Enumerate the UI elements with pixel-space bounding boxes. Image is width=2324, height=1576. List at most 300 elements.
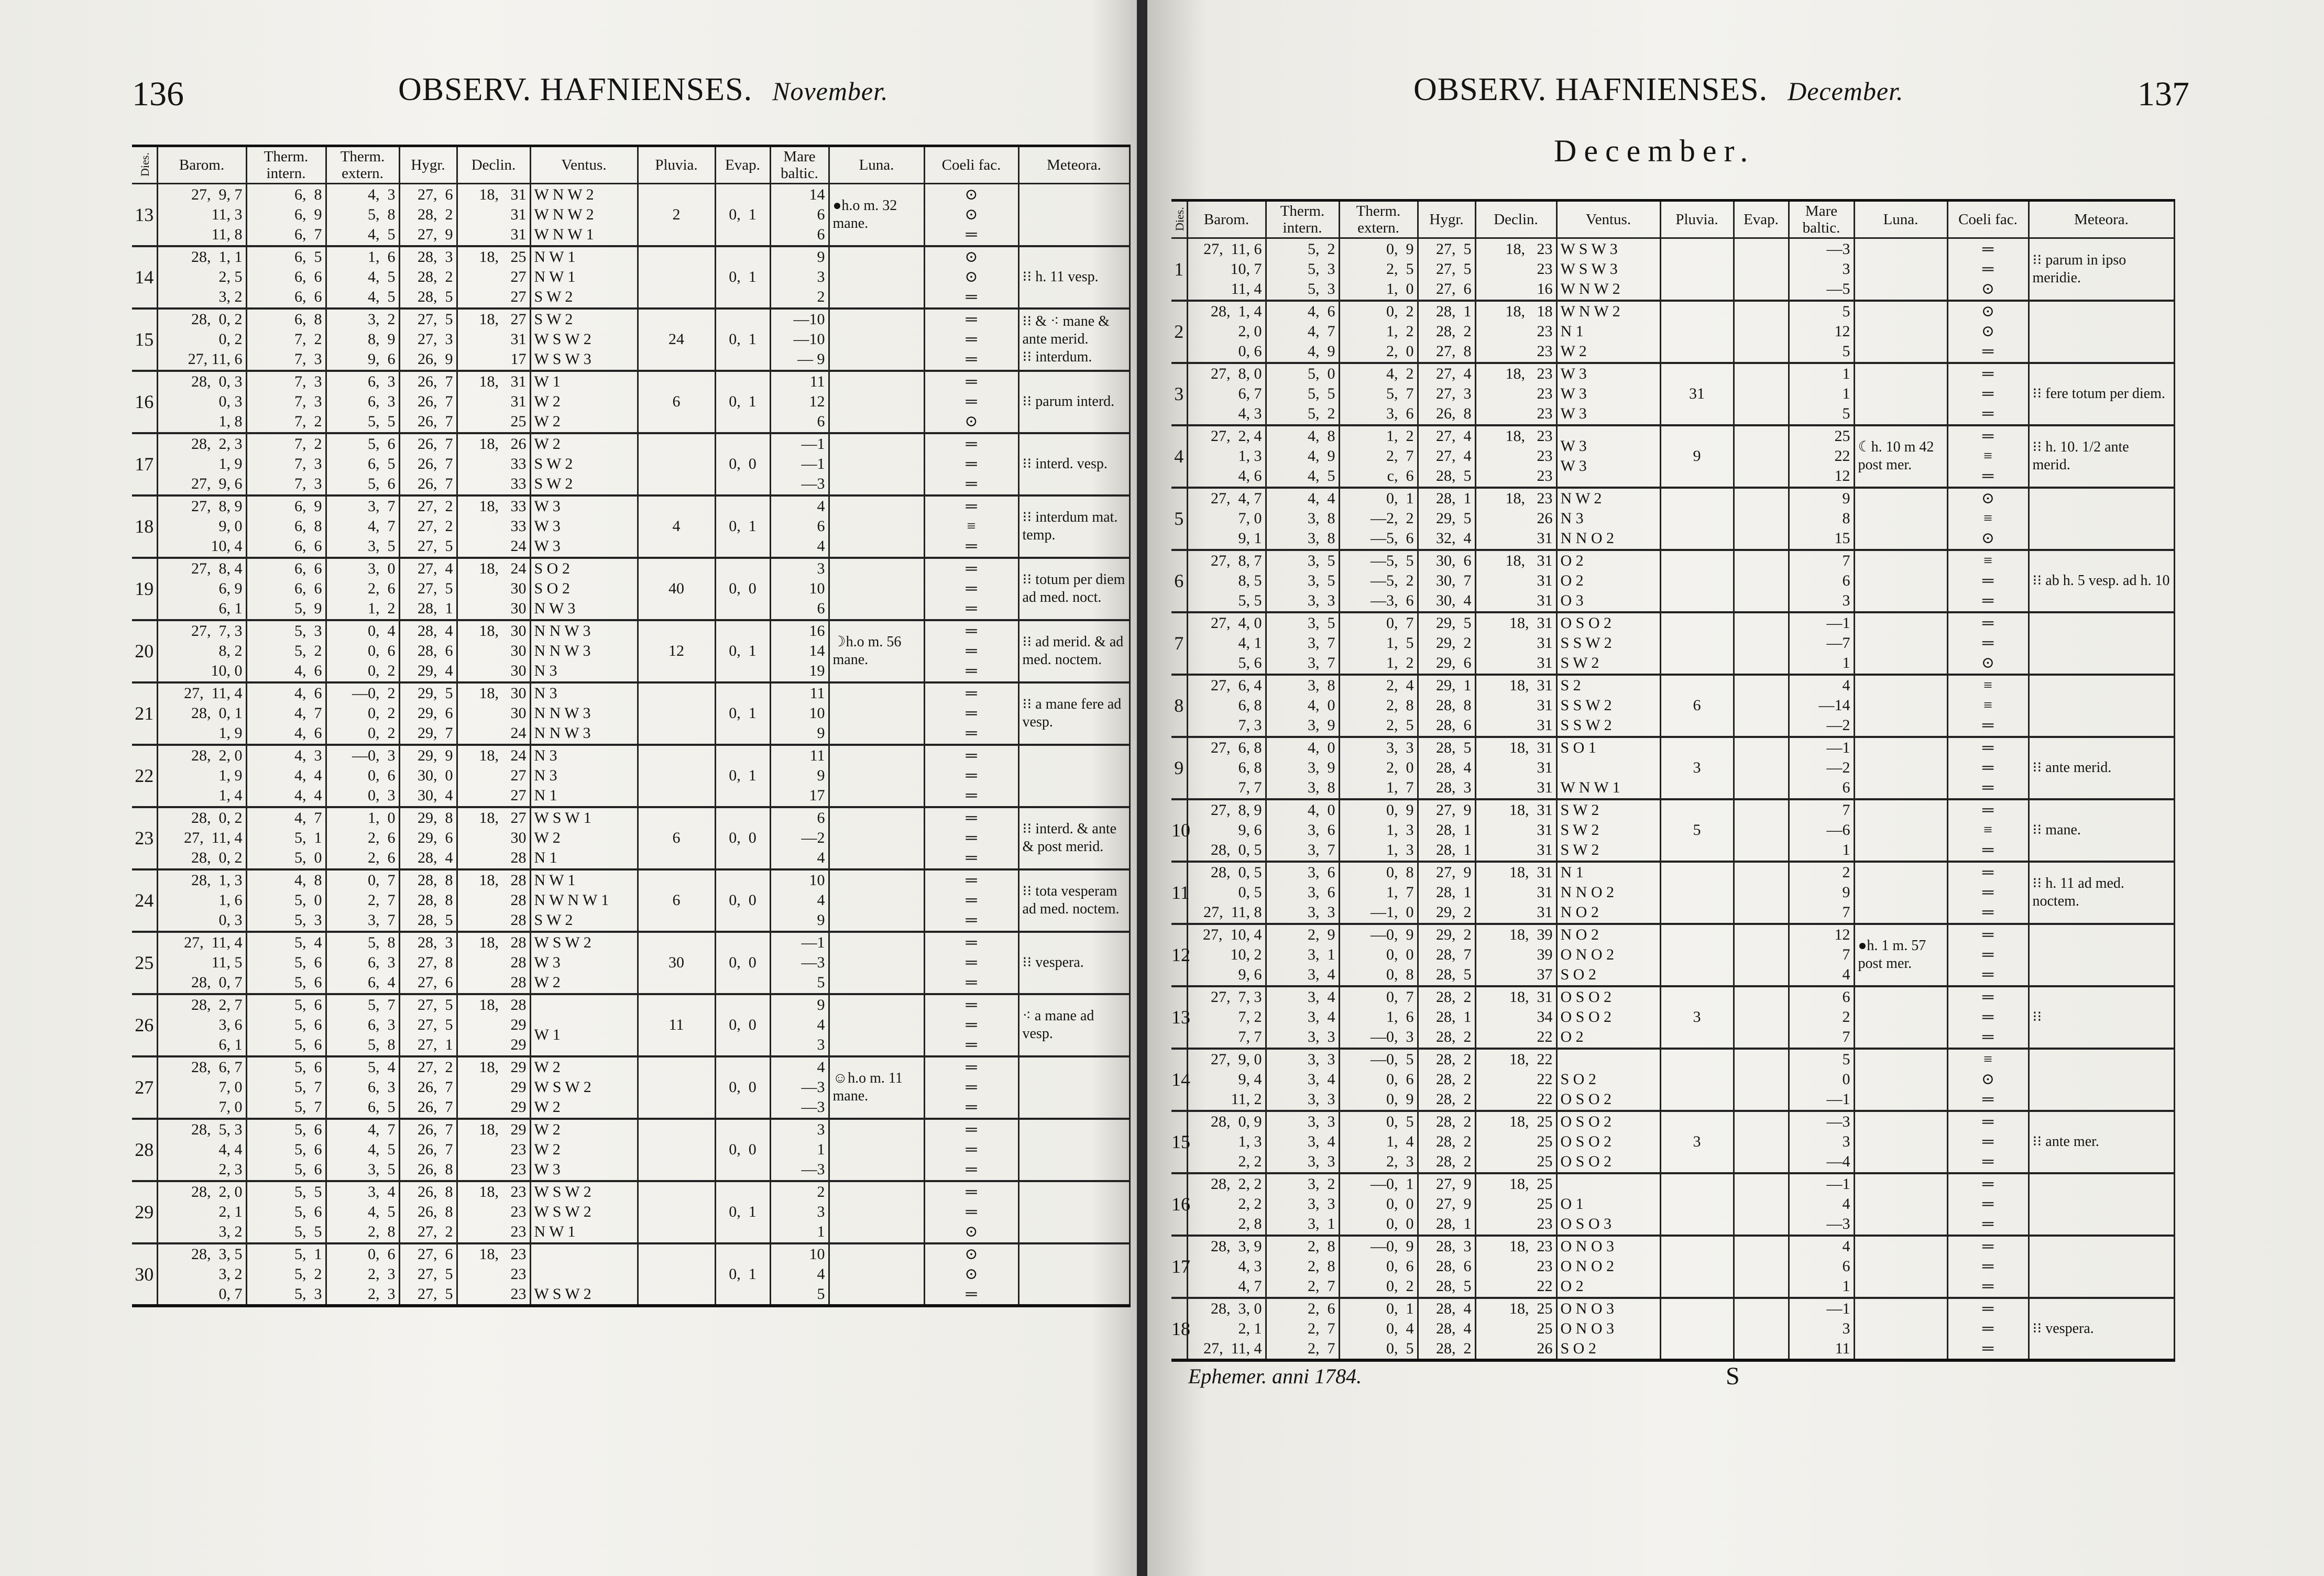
cell-barom: 28, 2, 3 1, 9 27, 9, 6 bbox=[157, 433, 246, 495]
cell-luna bbox=[829, 246, 924, 308]
cell-pluvia: 30 bbox=[638, 932, 715, 994]
cell-mare: 10 4 5 bbox=[770, 1243, 829, 1306]
cell-therm-ext: —0, 9 0, 0 0, 8 bbox=[1339, 924, 1418, 986]
cell-day: 20 bbox=[132, 620, 157, 682]
table-row bbox=[132, 1056, 1130, 1119]
cell-ventus: S O 2 S O 2 N W 3 bbox=[530, 558, 638, 620]
column-header-hygr: Hygr. bbox=[399, 146, 457, 184]
cell-coeli: ⊙ ⊙ ═ bbox=[924, 184, 1018, 246]
cell-luna bbox=[1854, 675, 1947, 737]
cell-therm-int: 7, 3 7, 3 7, 2 bbox=[246, 371, 326, 433]
cell-barom: 27, 11, 4 28, 0, 1 1, 9 bbox=[157, 682, 246, 745]
cell-declin: 18, 25 25 23 bbox=[1475, 1173, 1556, 1236]
cell-coeli: ═ ═ ═ bbox=[1947, 1111, 2029, 1173]
cell-barom: 27, 2, 4 1, 3 4, 6 bbox=[1187, 425, 1266, 488]
column-header-pluvia: Pluvia. bbox=[638, 146, 715, 184]
cell-evap: 0, 1 bbox=[715, 682, 770, 745]
cell-meteora: ⁝⁝ & ⁖ mane & ante merid. ⁝⁝ interdum. bbox=[1018, 308, 1130, 371]
cell-therm-int: 6, 8 6, 9 6, 7 bbox=[246, 184, 326, 246]
cell-ventus: O S O 2 O S O 2 O S O 2 bbox=[1556, 1111, 1660, 1173]
cell-barom: 28, 2, 2 2, 2 2, 8 bbox=[1187, 1173, 1266, 1236]
cell-mare: 25 22 12 bbox=[1789, 425, 1854, 488]
cell-coeli: ═ ═ ═ bbox=[924, 807, 1018, 869]
cell-hygr: 29, 1 28, 8 28, 6 bbox=[1418, 675, 1475, 737]
running-head bbox=[1413, 71, 1904, 108]
cell-therm-int: 4, 6 4, 7 4, 6 bbox=[246, 682, 326, 745]
cell-hygr: 27, 2 27, 2 27, 5 bbox=[399, 495, 457, 558]
cell-meteora bbox=[2029, 1236, 2174, 1298]
cell-barom: 27, 8, 4 6, 9 6, 1 bbox=[157, 558, 246, 620]
cell-meteora: ⁝⁝ fere totum per diem. bbox=[2029, 363, 2174, 425]
cell-mare: 2 3 1 bbox=[770, 1181, 829, 1243]
table-row bbox=[1171, 986, 2174, 1049]
cell-therm-ext: 3, 2 8, 9 9, 6 bbox=[326, 308, 399, 371]
cell-therm-ext: 4, 3 5, 8 4, 5 bbox=[326, 184, 399, 246]
running-head bbox=[398, 71, 889, 108]
table-row bbox=[132, 308, 1130, 371]
cell-therm-int: 6, 5 6, 6 6, 6 bbox=[246, 246, 326, 308]
cell-luna bbox=[829, 308, 924, 371]
cell-luna bbox=[829, 495, 924, 558]
cell-declin: 18, 23 26 31 bbox=[1475, 488, 1556, 550]
cell-therm-int: 3, 3 3, 4 3, 3 bbox=[1266, 1049, 1339, 1111]
cell-luna bbox=[829, 807, 924, 869]
cell-coeli: ═ ═ ═ bbox=[1947, 363, 2029, 425]
observation-table bbox=[1171, 199, 2175, 1362]
cell-declin: 18, 31 31 31 bbox=[1475, 799, 1556, 862]
cell-meteora: ⁝⁝ h. 11 ad med. noctem. bbox=[2029, 862, 2174, 924]
cell-mare: 6 —2 4 bbox=[770, 807, 829, 869]
cell-hygr: 29, 5 29, 2 29, 6 bbox=[1418, 612, 1475, 675]
cell-therm-ext: 0, 1 —2, 2 —5, 6 bbox=[1339, 488, 1418, 550]
cell-pluvia: 3 bbox=[1660, 986, 1734, 1049]
column-header-evap: Evap. bbox=[1734, 201, 1789, 238]
cell-evap: 0, 0 bbox=[715, 932, 770, 994]
cell-pluvia: 31 bbox=[1660, 363, 1734, 425]
cell-hygr: 28, 1 29, 5 32, 4 bbox=[1418, 488, 1475, 550]
column-header-therm-intern: Therm. intern. bbox=[246, 146, 326, 184]
table-row bbox=[132, 745, 1130, 807]
cell-hygr: 27, 9 28, 1 28, 1 bbox=[1418, 799, 1475, 862]
cell-therm-int: 3, 2 3, 3 3, 1 bbox=[1266, 1173, 1339, 1236]
cell-ventus: N 3 N 3 N 1 bbox=[530, 745, 638, 807]
table-row bbox=[1171, 675, 2174, 737]
cell-coeli: ═ ═ ⊙ bbox=[924, 1181, 1018, 1243]
cell-coeli: ═ ═ ═ bbox=[924, 620, 1018, 682]
cell-evap bbox=[1734, 1298, 1789, 1360]
cell-meteora: ⁝⁝ vespera. bbox=[1018, 932, 1130, 994]
cell-declin: 18, 30 30 24 bbox=[457, 682, 530, 745]
cell-therm-ext: —0, 5 0, 6 0, 9 bbox=[1339, 1049, 1418, 1111]
cell-day: 6 bbox=[1171, 550, 1187, 612]
column-header-meteora: Meteora. bbox=[2029, 201, 2174, 238]
cell-meteora bbox=[2029, 1049, 2174, 1111]
cell-day: 14 bbox=[1171, 1049, 1187, 1111]
cell-declin: 18, 27 30 28 bbox=[457, 807, 530, 869]
cell-evap bbox=[1734, 862, 1789, 924]
cell-ventus: W S W 2 W S W 2 N W 1 bbox=[530, 1181, 638, 1243]
cell-day: 4 bbox=[1171, 425, 1187, 488]
cell-declin: 18, 25 27 27 bbox=[457, 246, 530, 308]
cell-therm-ext: 1, 6 4, 5 4, 5 bbox=[326, 246, 399, 308]
cell-coeli: ≡ ≡ ═ bbox=[1947, 675, 2029, 737]
cell-ventus: W 2 W 2 W 3 bbox=[530, 1119, 638, 1181]
cell-coeli: ═ ═ ═ bbox=[924, 308, 1018, 371]
cell-pluvia: 9 bbox=[1660, 425, 1734, 488]
cell-therm-ext: —0, 9 0, 6 0, 2 bbox=[1339, 1236, 1418, 1298]
cell-therm-ext: 0, 1 0, 4 0, 5 bbox=[1339, 1298, 1418, 1360]
cell-mare: 3 10 6 bbox=[770, 558, 829, 620]
cell-coeli: ⊙ ⊙ ═ bbox=[924, 246, 1018, 308]
cell-evap: 0, 0 bbox=[715, 869, 770, 932]
cell-meteora bbox=[2029, 675, 2174, 737]
cell-meteora: ⁝⁝ h. 11 vesp. bbox=[1018, 246, 1130, 308]
cell-ventus: W S W 1 W 2 N 1 bbox=[530, 807, 638, 869]
cell-luna bbox=[829, 1243, 924, 1306]
cell-coeli: ═ ═ ═ bbox=[924, 994, 1018, 1056]
cell-therm-int: 3, 8 4, 0 3, 9 bbox=[1266, 675, 1339, 737]
cell-mare: 7 6 3 bbox=[1789, 550, 1854, 612]
table-row bbox=[1171, 301, 2174, 363]
cell-barom: 28, 1, 1 2, 5 3, 2 bbox=[157, 246, 246, 308]
cell-declin: 18, 28 28 28 bbox=[457, 932, 530, 994]
cell-hygr: 28, 2 28, 1 28, 2 bbox=[1418, 986, 1475, 1049]
cell-declin: 18, 25 25 26 bbox=[1475, 1298, 1556, 1360]
footer-signature-mark: S bbox=[1726, 1362, 1740, 1390]
cell-pluvia: 3 bbox=[1660, 737, 1734, 799]
cell-therm-int: 7, 2 7, 3 7, 3 bbox=[246, 433, 326, 495]
cell-luna bbox=[1854, 301, 1947, 363]
cell-pluvia: 12 bbox=[638, 620, 715, 682]
table-row bbox=[132, 433, 1130, 495]
cell-ventus: N 3 N N W 3 N N W 3 bbox=[530, 682, 638, 745]
cell-ventus: W 3 W 3 W 3 bbox=[1556, 363, 1660, 425]
cell-pluvia: 2 bbox=[638, 184, 715, 246]
cell-pluvia bbox=[1660, 550, 1734, 612]
cell-therm-ext: —0, 1 0, 0 0, 0 bbox=[1339, 1173, 1418, 1236]
cell-therm-int: 3, 5 3, 7 3, 7 bbox=[1266, 612, 1339, 675]
column-header-dies: Dies. bbox=[132, 146, 157, 184]
cell-meteora: ⁝⁝ ad merid. & ad med. noctem. bbox=[1018, 620, 1130, 682]
column-header-coeli-fac: Coeli fac. bbox=[1947, 201, 2029, 238]
cell-therm-ext: 1, 2 2, 7 c, 6 bbox=[1339, 425, 1418, 488]
cell-therm-ext: 0, 2 1, 2 2, 0 bbox=[1339, 301, 1418, 363]
cell-hygr: 28, 3 28, 2 28, 5 bbox=[399, 246, 457, 308]
cell-day: 21 bbox=[132, 682, 157, 745]
cell-barom: 28, 0, 5 0, 5 27, 11, 8 bbox=[1187, 862, 1266, 924]
cell-meteora: ⁝⁝ bbox=[2029, 986, 2174, 1049]
cell-mare: 3 1 —3 bbox=[770, 1119, 829, 1181]
cell-declin: 18, 23 23 22 bbox=[1475, 1236, 1556, 1298]
cell-declin: 18, 25 25 25 bbox=[1475, 1111, 1556, 1173]
cell-ventus: O N O 3 O N O 3 S O 2 bbox=[1556, 1298, 1660, 1360]
cell-declin: 18, 31 31 31 bbox=[457, 184, 530, 246]
cell-therm-int: 4, 8 5, 0 5, 3 bbox=[246, 869, 326, 932]
cell-hygr: 27, 4 27, 4 28, 5 bbox=[1418, 425, 1475, 488]
cell-therm-int: 5, 6 5, 6 5, 6 bbox=[246, 994, 326, 1056]
cell-therm-int: 2, 6 2, 7 2, 7 bbox=[1266, 1298, 1339, 1360]
cell-declin: 18, 28 28 28 bbox=[457, 869, 530, 932]
cell-luna bbox=[1854, 1111, 1947, 1173]
cell-day: 7 bbox=[1171, 612, 1187, 675]
cell-meteora bbox=[2029, 301, 2174, 363]
cell-luna: ●h.o m. 32 mane. bbox=[829, 184, 924, 246]
cell-evap bbox=[1734, 799, 1789, 862]
cell-day: 18 bbox=[1171, 1298, 1187, 1360]
cell-day: 15 bbox=[1171, 1111, 1187, 1173]
cell-barom: 28, 1, 4 2, 0 0, 6 bbox=[1187, 301, 1266, 363]
cell-mare: 2 9 7 bbox=[1789, 862, 1854, 924]
cell-mare: 4 6 4 bbox=[770, 495, 829, 558]
cell-hygr: 26, 7 26, 7 26, 7 bbox=[399, 433, 457, 495]
cell-therm-ext: 0, 4 0, 6 0, 2 bbox=[326, 620, 399, 682]
cell-declin: 18, 24 30 30 bbox=[457, 558, 530, 620]
cell-coeli: ═ ≡ ═ bbox=[924, 495, 1018, 558]
cell-barom: 28, 5, 3 4, 4 2, 3 bbox=[157, 1119, 246, 1181]
cell-luna bbox=[829, 1181, 924, 1243]
cell-coeli: ═ ═ ═ bbox=[924, 745, 1018, 807]
cell-day: 26 bbox=[132, 994, 157, 1056]
cell-day: 24 bbox=[132, 869, 157, 932]
cell-therm-ext: 2, 4 2, 8 2, 5 bbox=[1339, 675, 1418, 737]
cell-pluvia bbox=[638, 246, 715, 308]
cell-meteora: ⁝⁝ totum per diem ad med. noct. bbox=[1018, 558, 1130, 620]
cell-mare: 4 —3 —3 bbox=[770, 1056, 829, 1119]
cell-ventus: W S W 2 W 3 W 2 bbox=[530, 932, 638, 994]
cell-evap bbox=[1734, 1049, 1789, 1111]
cell-declin: 18, 33 33 24 bbox=[457, 495, 530, 558]
cell-therm-int: 6, 6 6, 6 5, 9 bbox=[246, 558, 326, 620]
cell-barom: 27, 7, 3 8, 2 10, 0 bbox=[157, 620, 246, 682]
cell-meteora bbox=[1018, 184, 1130, 246]
cell-hygr: 27, 6 27, 5 27, 5 bbox=[399, 1243, 457, 1306]
cell-mare: —1 —7 1 bbox=[1789, 612, 1854, 675]
cell-barom: 27, 8, 9 9, 6 28, 0, 5 bbox=[1187, 799, 1266, 862]
cell-hygr: 26, 7 26, 7 26, 8 bbox=[399, 1119, 457, 1181]
cell-mare: 12 7 4 bbox=[1789, 924, 1854, 986]
cell-pluvia bbox=[638, 682, 715, 745]
cell-barom: 27, 8, 7 8, 5 5, 5 bbox=[1187, 550, 1266, 612]
cell-evap: 0, 0 bbox=[715, 558, 770, 620]
cell-evap bbox=[1734, 425, 1789, 488]
cell-mare: —1 —3 5 bbox=[770, 932, 829, 994]
table-row bbox=[132, 869, 1130, 932]
cell-luna bbox=[829, 682, 924, 745]
cell-luna bbox=[829, 994, 924, 1056]
cell-therm-ext: 4, 2 5, 7 3, 6 bbox=[1339, 363, 1418, 425]
cell-evap bbox=[1734, 488, 1789, 550]
cell-meteora: ⁝⁝ interd. & ante & post merid. bbox=[1018, 807, 1130, 869]
cell-meteora bbox=[2029, 488, 2174, 550]
cell-therm-int: 5, 5 5, 6 5, 5 bbox=[246, 1181, 326, 1243]
cell-meteora: ⁝⁝ interdum mat. temp. bbox=[1018, 495, 1130, 558]
cell-therm-int: 2, 8 2, 8 2, 7 bbox=[1266, 1236, 1339, 1298]
cell-barom: 27, 7, 3 7, 2 7, 7 bbox=[1187, 986, 1266, 1049]
cell-pluvia: 3 bbox=[1660, 1111, 1734, 1173]
cell-ventus: S O 2 O S O 2 bbox=[1556, 1049, 1660, 1111]
cell-declin: 18, 31 34 22 bbox=[1475, 986, 1556, 1049]
cell-luna: ●h. 1 m. 57 post mer. bbox=[1854, 924, 1947, 986]
table-row bbox=[1171, 1236, 2174, 1298]
cell-coeli: ═ ═ ⊙ bbox=[1947, 612, 2029, 675]
cell-meteora: ⁝⁝ interd. vesp. bbox=[1018, 433, 1130, 495]
cell-ventus: W 1 bbox=[530, 994, 638, 1056]
footer-signature: Ephemer. anni 1784. bbox=[1188, 1364, 1362, 1388]
cell-meteora: ⁝⁝ a mane fere ad vesp. bbox=[1018, 682, 1130, 745]
cell-day: 15 bbox=[132, 308, 157, 371]
table-row bbox=[132, 994, 1130, 1056]
column-header-ventus: Ventus. bbox=[530, 146, 638, 184]
cell-barom: 27, 4, 7 7, 0 9, 1 bbox=[1187, 488, 1266, 550]
cell-meteora bbox=[1018, 1243, 1130, 1306]
cell-day: 16 bbox=[132, 371, 157, 433]
column-header-coeli-fac: Coeli fac. bbox=[924, 146, 1018, 184]
cell-mare: 4 6 1 bbox=[1789, 1236, 1854, 1298]
cell-coeli: ≡ ═ ═ bbox=[1947, 550, 2029, 612]
cell-day: 27 bbox=[132, 1056, 157, 1119]
cell-evap: 0, 0 bbox=[715, 807, 770, 869]
page-number: 136 bbox=[132, 75, 184, 113]
cell-luna bbox=[829, 371, 924, 433]
cell-therm-int: 4, 0 3, 6 3, 7 bbox=[1266, 799, 1339, 862]
cell-barom: 27, 11, 4 11, 5 28, 0, 7 bbox=[157, 932, 246, 994]
cell-coeli: ═ ═ ⊙ bbox=[1947, 238, 2029, 301]
cell-hygr: 27, 4 27, 3 26, 8 bbox=[1418, 363, 1475, 425]
cell-coeli: ⊙ ≡ ⊙ bbox=[1947, 488, 2029, 550]
month-heading: December. bbox=[1554, 134, 1756, 168]
table-row bbox=[132, 184, 1130, 246]
cell-pluvia bbox=[1660, 612, 1734, 675]
cell-evap: 0, 1 bbox=[715, 620, 770, 682]
cell-luna: ☾h. 10 m 42 post mer. bbox=[1854, 425, 1947, 488]
cell-meteora bbox=[1018, 1181, 1130, 1243]
cell-evap: 0, 1 bbox=[715, 1243, 770, 1306]
cell-coeli: ═ ═ ═ bbox=[924, 682, 1018, 745]
cell-ventus: N O 2 O N O 2 S O 2 bbox=[1556, 924, 1660, 986]
cell-mare: 5 12 5 bbox=[1789, 301, 1854, 363]
cell-luna bbox=[1854, 1049, 1947, 1111]
cell-meteora: ⁝⁝ tota vesperam ad med. noctem. bbox=[1018, 869, 1130, 932]
cell-day: 8 bbox=[1171, 675, 1187, 737]
cell-coeli: ═ ═ ⊙ bbox=[924, 371, 1018, 433]
cell-therm-int: 3, 3 3, 4 3, 3 bbox=[1266, 1111, 1339, 1173]
cell-coeli: ≡ ⊙ ═ bbox=[1947, 1049, 2029, 1111]
cell-meteora bbox=[1018, 1056, 1130, 1119]
cell-ventus: W 2 S W 2 S W 2 bbox=[530, 433, 638, 495]
cell-mare: 5 0 —1 bbox=[1789, 1049, 1854, 1111]
cell-coeli: ═ ═ ═ bbox=[1947, 924, 2029, 986]
table-header-row bbox=[132, 146, 1130, 184]
cell-declin: 18, 31 31 31 bbox=[1475, 550, 1556, 612]
cell-therm-int: 5, 6 5, 7 5, 7 bbox=[246, 1056, 326, 1119]
cell-coeli: ═ ═ ═ bbox=[1947, 1298, 2029, 1360]
cell-coeli: ═ ═ ═ bbox=[924, 1056, 1018, 1119]
cell-luna bbox=[829, 1119, 924, 1181]
cell-meteora: ⁝⁝ ab h. 5 vesp. ad h. 10 bbox=[2029, 550, 2174, 612]
cell-barom: 28, 3, 9 4, 3 4, 7 bbox=[1187, 1236, 1266, 1298]
table-row bbox=[1171, 799, 2174, 862]
cell-luna bbox=[1854, 1298, 1947, 1360]
cell-ventus: W 3 W 3 bbox=[1556, 425, 1660, 488]
observation-table bbox=[132, 145, 1131, 1307]
cell-hygr: 27, 4 27, 5 28, 1 bbox=[399, 558, 457, 620]
cell-therm-ext: 0, 9 1, 3 1, 3 bbox=[1339, 799, 1418, 862]
cell-declin: 18, 29 29 29 bbox=[457, 1056, 530, 1119]
cell-meteora: ⁝⁝ mane. bbox=[2029, 799, 2174, 862]
cell-meteora: ⁝⁝ ante merid. bbox=[2029, 737, 2174, 799]
cell-coeli: ═ ≡ ═ bbox=[1947, 425, 2029, 488]
cell-therm-int: 5, 2 5, 3 5, 3 bbox=[1266, 238, 1339, 301]
cell-pluvia: 11 bbox=[638, 994, 715, 1056]
table-row bbox=[1171, 1173, 2174, 1236]
cell-luna bbox=[1854, 1236, 1947, 1298]
cell-day: 22 bbox=[132, 745, 157, 807]
table-row bbox=[132, 246, 1130, 308]
cell-declin: 18, 31 31 31 bbox=[1475, 862, 1556, 924]
cell-therm-int: 5, 3 5, 2 4, 6 bbox=[246, 620, 326, 682]
cell-declin: 18, 31 31 31 bbox=[1475, 612, 1556, 675]
cell-barom: 28, 0, 9 1, 3 2, 2 bbox=[1187, 1111, 1266, 1173]
column-header-hygr: Hygr. bbox=[1418, 201, 1475, 238]
column-header-barom: Barom. bbox=[1187, 201, 1266, 238]
cell-meteora bbox=[2029, 612, 2174, 675]
cell-declin: 18, 23 23 23 bbox=[457, 1243, 530, 1306]
cell-ventus: S W 2 W S W 2 W S W 3 bbox=[530, 308, 638, 371]
cell-ventus: W S W 2 bbox=[530, 1243, 638, 1306]
cell-meteora bbox=[1018, 745, 1130, 807]
cell-ventus: O 2 O 2 O 3 bbox=[1556, 550, 1660, 612]
table-row bbox=[132, 620, 1130, 682]
cell-evap bbox=[1734, 737, 1789, 799]
cell-hygr: 28, 1 28, 2 27, 8 bbox=[1418, 301, 1475, 363]
cell-mare: 6 2 7 bbox=[1789, 986, 1854, 1049]
cell-luna bbox=[1854, 238, 1947, 301]
cell-pluvia bbox=[1660, 238, 1734, 301]
cell-coeli: ═ ═ ═ bbox=[1947, 1173, 2029, 1236]
table-row bbox=[132, 1181, 1130, 1243]
column-header-evap: Evap. bbox=[715, 146, 770, 184]
cell-therm-int: 4, 3 4, 4 4, 4 bbox=[246, 745, 326, 807]
cell-evap bbox=[1734, 1173, 1789, 1236]
cell-therm-int: 4, 4 3, 8 3, 8 bbox=[1266, 488, 1339, 550]
cell-declin: 18, 29 23 23 bbox=[457, 1119, 530, 1181]
cell-mare: —1 —1 —3 bbox=[770, 433, 829, 495]
cell-declin: 18, 23 23 23 bbox=[1475, 425, 1556, 488]
cell-coeli: ═ ═ ═ bbox=[1947, 737, 2029, 799]
cell-therm-int: 5, 0 5, 5 5, 2 bbox=[1266, 363, 1339, 425]
cell-pluvia bbox=[638, 433, 715, 495]
cell-ventus: O N O 3 O N O 2 O 2 bbox=[1556, 1236, 1660, 1298]
cell-luna bbox=[1854, 363, 1947, 425]
cell-day: 13 bbox=[132, 184, 157, 246]
column-header-mare-baltic: Mare baltic. bbox=[1789, 201, 1854, 238]
page-number: 137 bbox=[2137, 75, 2189, 113]
cell-therm-int: 4, 0 3, 9 3, 8 bbox=[1266, 737, 1339, 799]
cell-evap bbox=[1734, 550, 1789, 612]
cell-evap bbox=[1734, 301, 1789, 363]
cell-declin: 18, 39 39 37 bbox=[1475, 924, 1556, 986]
cell-pluvia: 6 bbox=[638, 807, 715, 869]
cell-therm-int: 4, 8 4, 9 4, 5 bbox=[1266, 425, 1339, 488]
cell-declin: 18, 30 30 30 bbox=[457, 620, 530, 682]
cell-ventus: W 2 W S W 2 W 2 bbox=[530, 1056, 638, 1119]
cell-luna bbox=[1854, 550, 1947, 612]
cell-coeli: ═ ═ ═ bbox=[924, 1119, 1018, 1181]
cell-declin: 18, 31 31 31 bbox=[1475, 675, 1556, 737]
cell-therm-ext: 6, 3 6, 3 5, 5 bbox=[326, 371, 399, 433]
column-header-luna: Luna. bbox=[1854, 201, 1947, 238]
cell-meteora: ⁝⁝ ante mer. bbox=[2029, 1111, 2174, 1173]
